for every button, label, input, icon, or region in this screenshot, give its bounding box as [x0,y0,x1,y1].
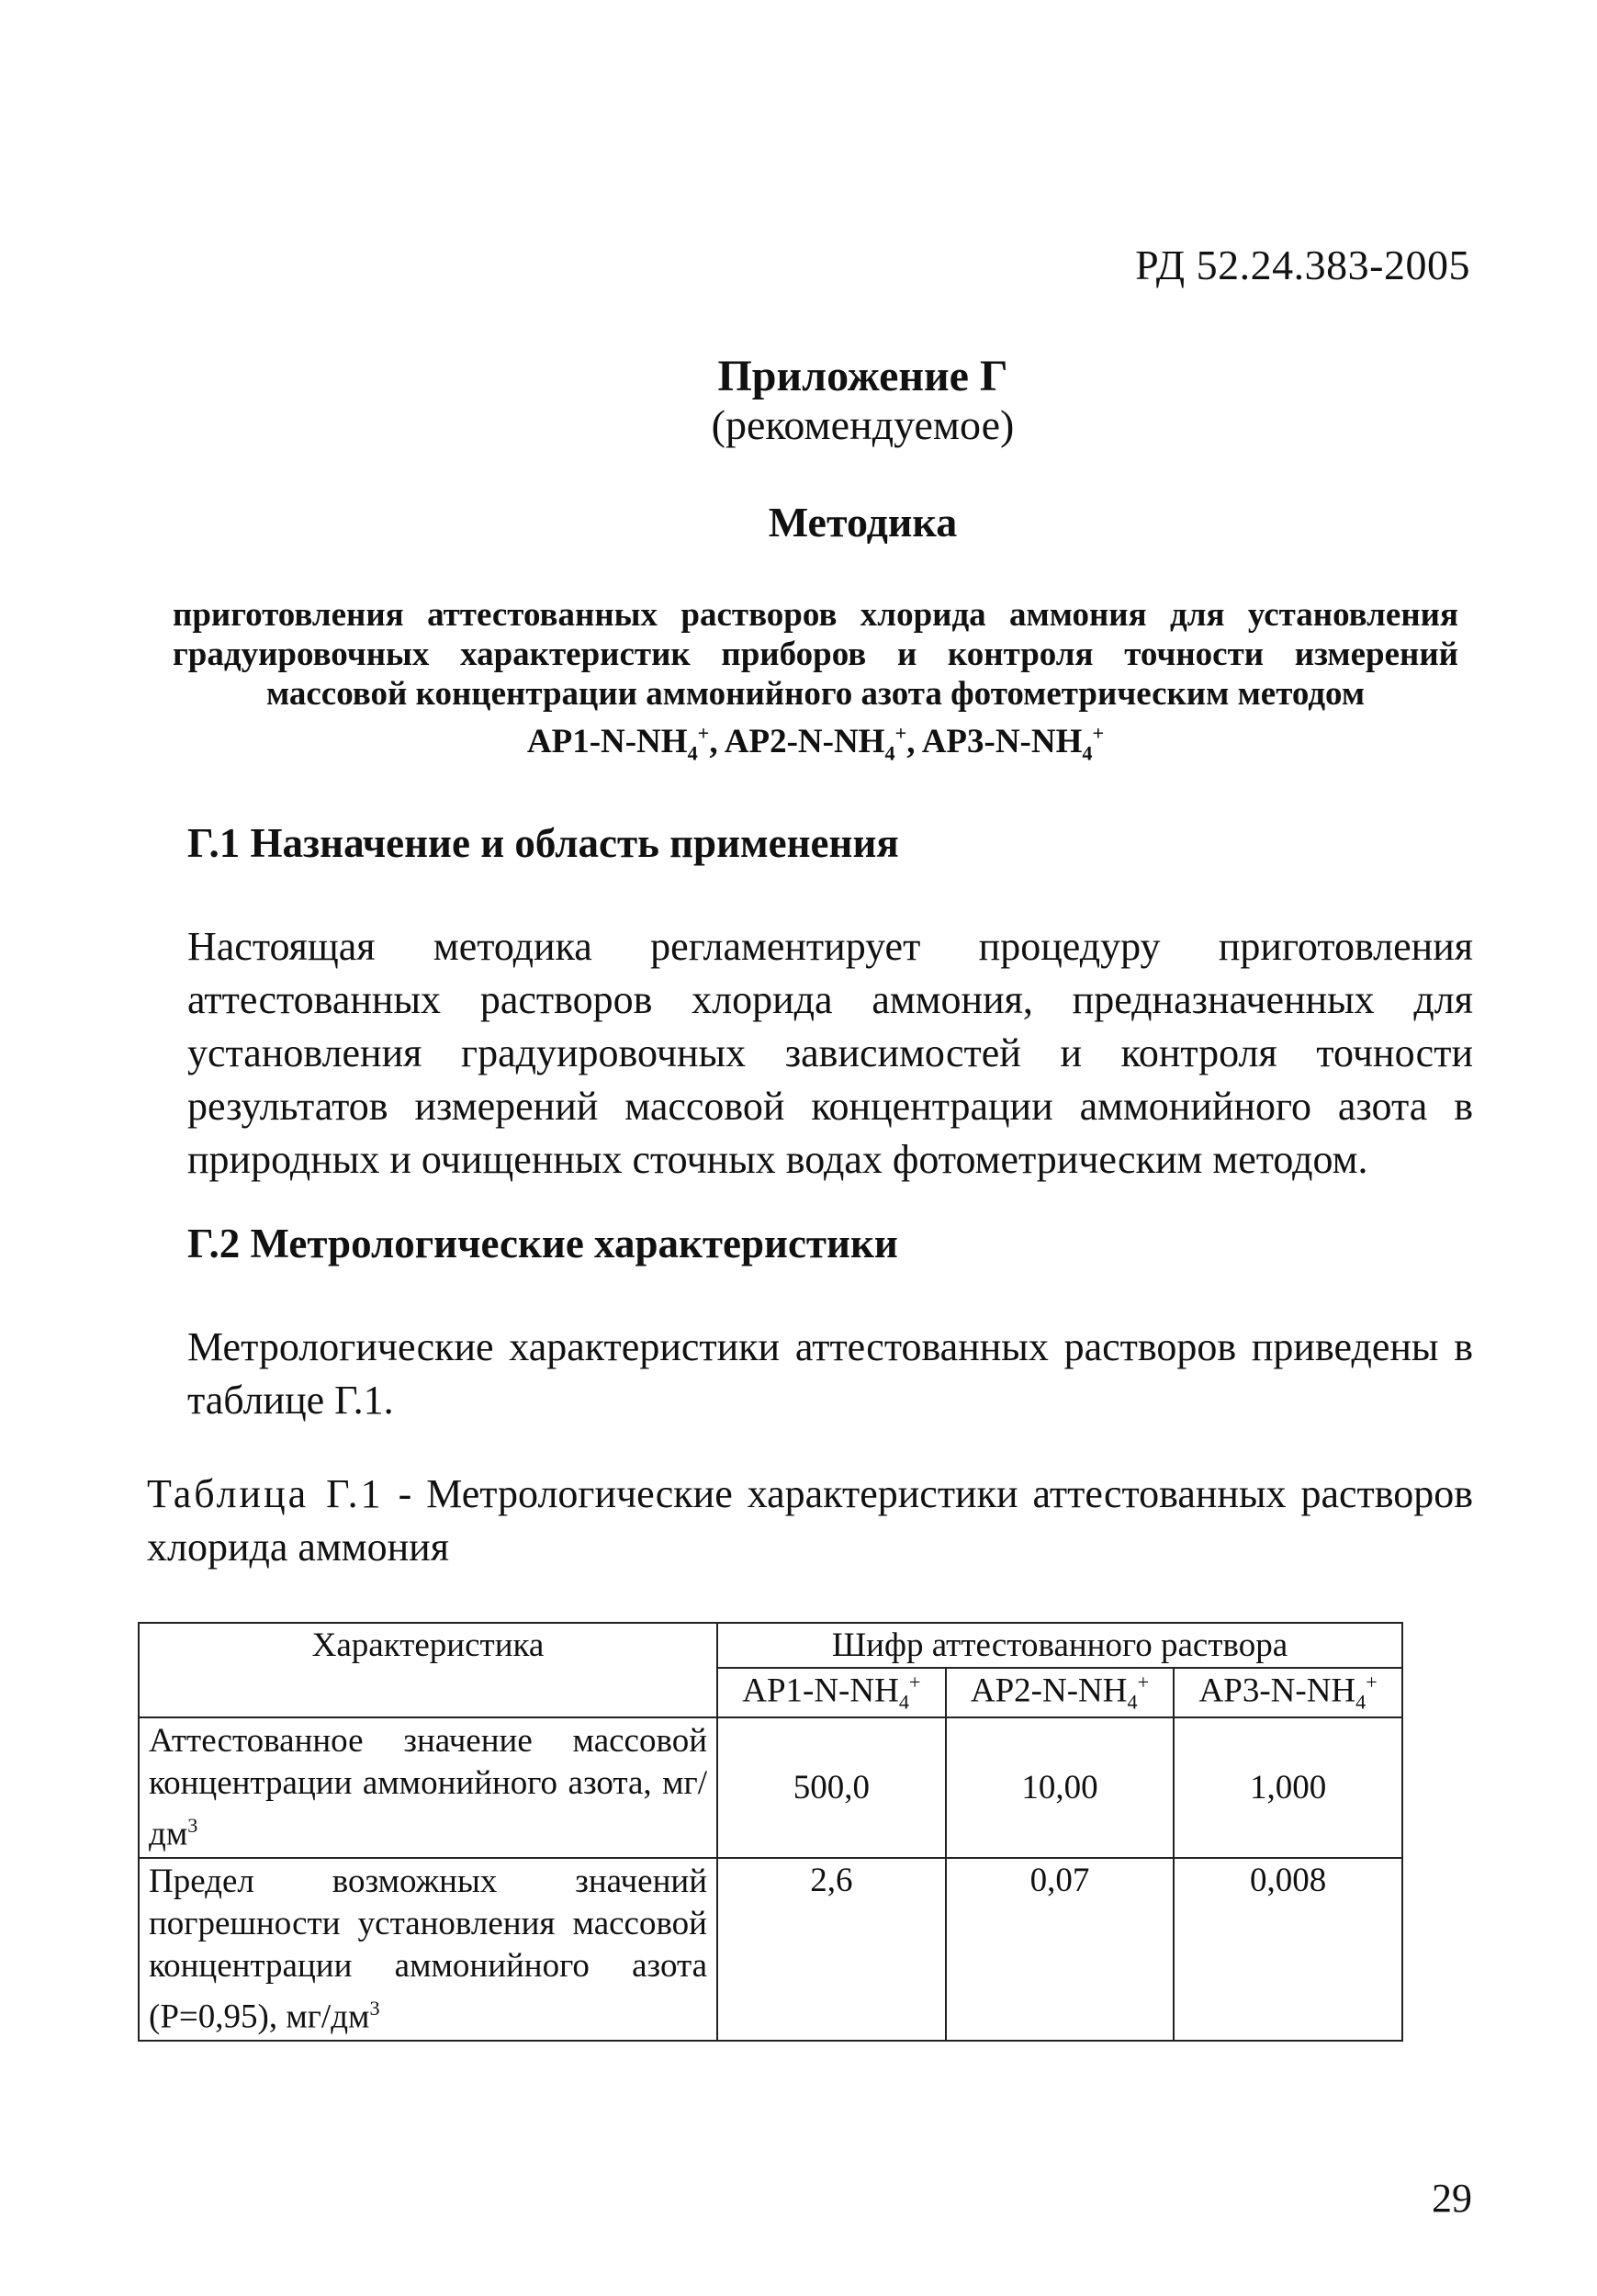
table-row-label: Предел возможных значений погрешности установления массовой концентрации аммонийного азота (Р=0,95), $мг/дм^3$ [139,1858,717,2041]
table-cell: 2,6 [717,1858,946,2041]
table-header-characteristic: Характеристика [139,1623,717,1717]
table-row [139,1717,1402,1858]
table-row-label: Аттестованное значение массовой концентрации аммонийного азота, $мг/дм^3$ [139,1717,717,1858]
table-header-code: Шифр аттестованного раствора [717,1623,1402,1668]
table-cell: 0,008 [1174,1858,1402,2041]
method-title: Методика [768,499,958,546]
section-paragraph-g2: Метрологические характеристики аттестованных растворов приведены в таблице Г.1. [187,1324,1473,1423]
table-cell: 1,000 [1174,1717,1402,1858]
metrology-table [138,1622,1403,2042]
section-heading-g2: Г.2 Метрологические характеристики [187,1221,898,1266]
appendix-subtitle: (рекомендуемое) [711,401,1015,448]
table-header-ap3: $AP3-N-NH_4^+$ [1174,1668,1402,1717]
section-paragraph-g1: Настоящая методика регламентирует процедуру приготовления аттестованных растворов хлорида аммония, предназначенных для установления градуировочных зависимостей и контроля точности результатов измерений массовой концентрации аммонийного азота в природных и очищенных сточных водах фотометрическим методом. [187,924,1473,1182]
page-number: 29 [1432,2176,1472,2221]
table-cell: 10,00 [946,1717,1175,1858]
table-caption-label: Таблица Г.1 [147,1471,384,1516]
table-header-ap2: $AP2-N-NH_4^+$ [946,1668,1175,1717]
method-code-1: $AP1-N-NH_4^+$ [526,722,710,765]
method-code-3: $AP3-N-NH_4^+$ [921,722,1105,765]
appendix-title: Приложение Г [717,352,1008,400]
method-code-2: $AP2-N-NH_4^+$ [724,722,907,765]
table-row [139,1858,1402,2041]
section-heading-g1: Г.1 Назначение и область применения [187,820,899,866]
table-caption-text: - Метрологические характеристики аттестованных растворов хлорида аммония [147,1471,1474,1570]
table-header-ap1: $AP1-N-NH_4^+$ [717,1668,946,1717]
method-description-text: приготовления аттестованных растворов хлорида аммония для установления градуировочных характеристик приборов и контроля точности измерений массовой концентрации аммонийного азота фотометрическим методом [173,596,1458,713]
table-cell: 500,0 [717,1717,946,1858]
method-description: приготовления аттестованных растворов хлорида аммония для установления градуировочных характеристик приборов и контроля точности измерений массовой концентрации аммонийного азота фотометрическим методом $AP1-N-NH_4^+$, $AP2-N-NH_4^+$, $AP3-N-NH_4^+$ [173,596,1458,765]
document-code: РД 52.24.383-2005 [1135,242,1470,288]
table-caption [147,1468,1473,1574]
table-cell: 0,07 [946,1858,1175,2041]
